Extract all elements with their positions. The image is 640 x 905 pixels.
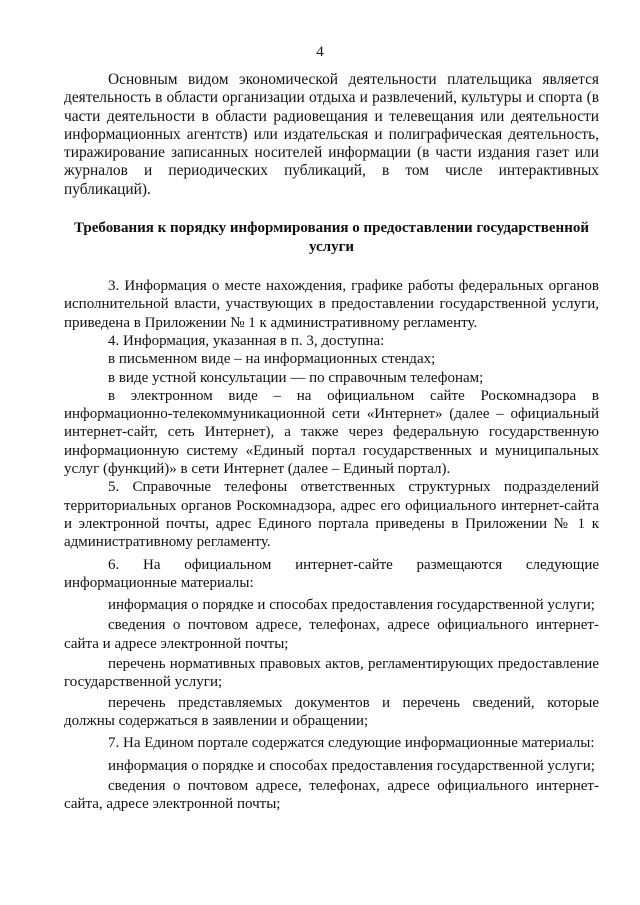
list-item-oral: в виде устной консультации — по справочным телефонам; [108,369,484,386]
list-item-electronic: в электронном виде – на официальном сайте Роскомнадзора в информационно-телекоммуникационной сети «Интернет» (далее – официальный интернет-сайт, сеть Интернет), а также через федеральную государственную информационную систему «Единый портал государственных и муниципальных услуг (функций)» в сети Интернет (далее – Единый портал). [64,387,599,478]
paragraph-6: 6. На официальном интернет-сайте размещаются следующие информационные материалы: [64,556,599,591]
list-item-legal-acts: перечень нормативных правовых актов, регламентирующих предоставление государственной услуги; [64,656,599,691]
list-item-written: в письменном виде – на информационных стендах; [108,351,436,368]
intro-paragraph: Основным видом экономической деятельности плательщика является деятельность в области организации отдыха и развлечений, культуры и спорта (в части деятельности в области радиовещания и телевещания или деятельности информационных агентств) или издательская и полиграфическая деятельность, тиражирование записанных носителей информации (в части издания газет или журналов и периодических публикаций, в том числе интерактивных публикаций). [64,71,599,198]
document-body [64,71,599,813]
list-item-contacts: сведения о почтовом адресе, телефонах, адресе официального интернет-сайта и адресе электронной почты; [64,617,599,652]
page-number: 4 [316,44,324,60]
paragraph-4: 4. Информация, указанная в п. 3, доступна: [108,332,385,349]
list-item-portal-contacts: сведения о почтовом адресе, телефонах, адресе официального интернет-сайта, адресе электронной почты; [64,777,599,813]
paragraph-5: 5. Справочные телефоны ответственных структурных подразделений территориальных органов Роскомнадзора, адрес его официального интернет-сайта и электронной почты, адрес Единого портала приведены в Приложении № 1 к административному регламенту. [64,479,599,551]
list-item-info-order: информация о порядке и способах предоставления государственной услуги; [108,597,595,614]
list-item-portal-info-order: информация о порядке и способах предоставления государственной услуги; [108,757,595,774]
paragraph-7: 7. На Едином портале содержатся следующие информационные материалы: [108,735,595,752]
paragraph-3: 3. Информация о месте нахождения, графике работы федеральных органов исполнительной власти, участвующих в предоставлении государственной услуги, приведена в Приложении № 1 к административному регламенту. [64,278,599,331]
section-heading: Требования к порядку информирования о предоставлении государственной услуги [74,220,589,256]
list-item-documents: перечень представляемых документов и перечень сведений, которые должны содержаться в заявлении и обращении; [64,694,599,729]
